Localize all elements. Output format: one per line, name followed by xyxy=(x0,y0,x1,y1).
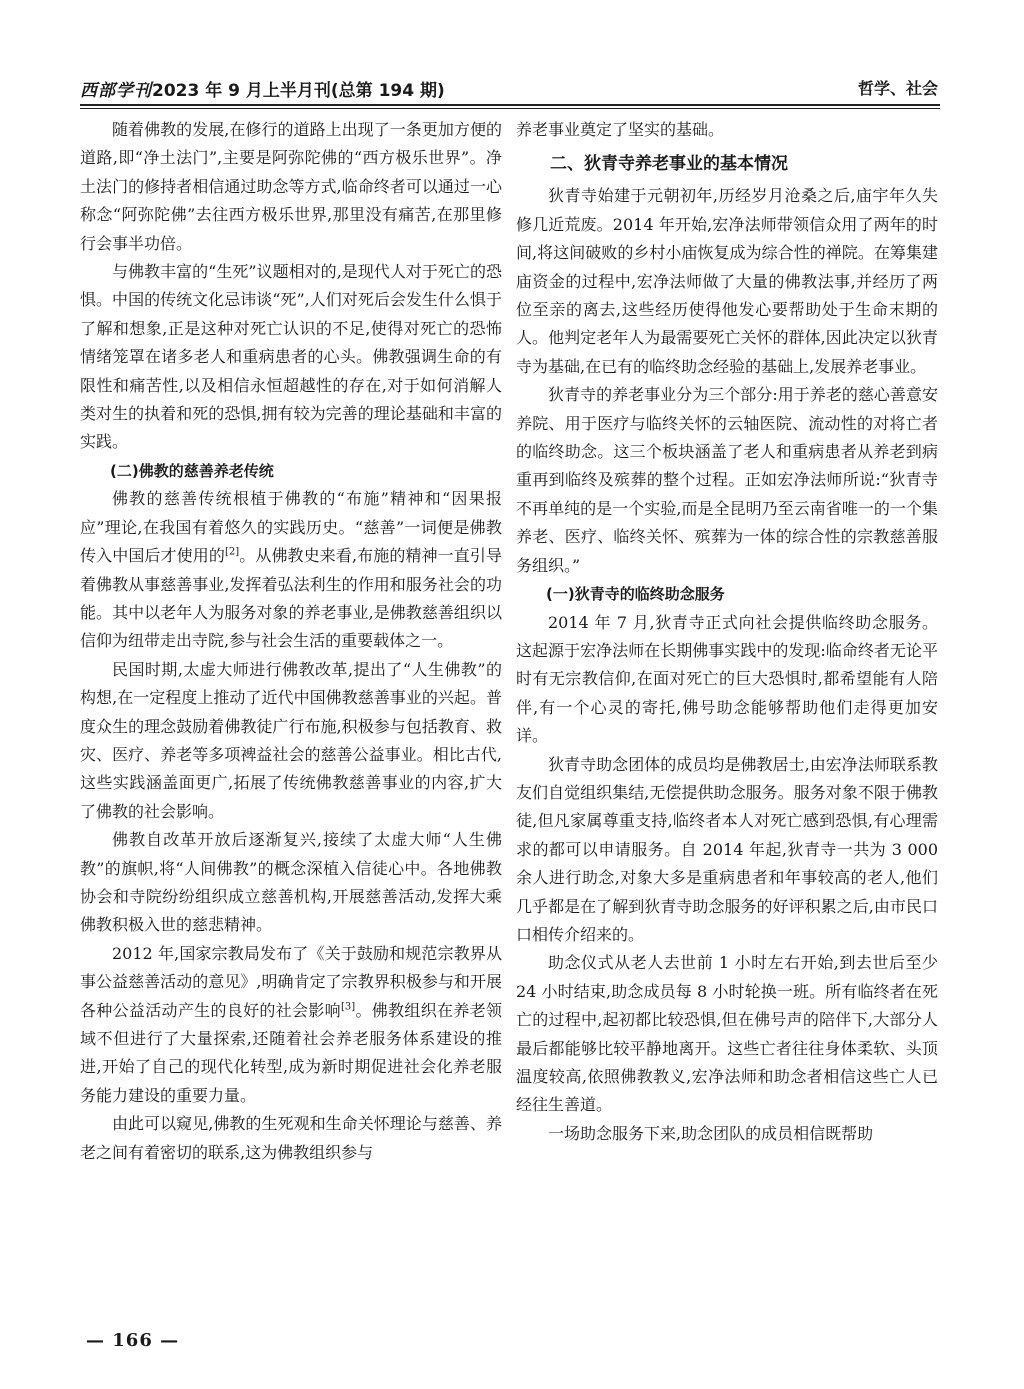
paragraph: 助念仪式从老人去世前 1 小时左右开始,到去世后至少 24 小时结束,助念成员每 8 小时轮换一班。所有临终者在死亡的过程中,起初都比较恐惧,但在佛号声的陪伴下,大部分人最后都能够比较平静地离开。这些亡者往往身体柔软、头顶温度较高,依照佛教教义,宏净法师和助念者相信这些亡人已经往生善道。 xyxy=(516,953,938,1115)
paragraph-continued: 养老事业奠定了坚实的基础。 xyxy=(516,120,725,139)
paragraph-text: 。佛教组织在养老领域不但进行了大量探索,还随着社会养老服务体系建设的推进,开始了自己的现代化转型,成为新时期促进社会化养老服务能力建设的重要力量。 xyxy=(80,1000,502,1105)
header-rule-thin xyxy=(80,108,940,109)
paragraph: 随着佛教的发展,在修行的道路上出现了一条更加方便的道路,即“净土法门”,主要是阿弥陀佛的“西方极乐世界”。净土法门的修持者相信通过助念等方式,临命终者可以通过一心称念“阿弥陀佛”去往西方极乐世界,那里没有痛苦,在那里修行会事半功倍。 xyxy=(80,120,502,253)
right-column xyxy=(516,116,938,1148)
citation-ref: [2] xyxy=(224,546,240,558)
paragraph: 民国时期,太虚大师进行佛教改革,提出了“人生佛教”的构想,在一定程度上推动了近代中国佛教慈善事业的兴起。普度众生的理念鼓励着佛教徒广行布施,积极参与包括教育、救灾、医疗、养老等多项裨益社会的慈善公益事业。相比古代,这些实践涵盖面更广,拓展了传统佛教慈善事业的内容,扩大了佛教的社会影响。 xyxy=(80,659,502,821)
subsection-heading: (二)佛教的慈善养老传统 xyxy=(110,461,274,480)
paragraph: 与佛教丰富的“生死”议题相对的,是现代人对于死亡的恐惧。中国的传统文化忌讳谈“死”,人们对死后会发生什么惧于了解和想象,正是这种对死亡认识的不足,使得对死亡的恐怖情绪笼罩在诸多老人和重病患者的心头。佛教强调生命的有限性和痛苦性,以及相信永恒超越性的存在,对于如何消解人类对生的执着和死的恐惧,拥有较为完善的理论基础和丰富的实践。 xyxy=(80,262,502,452)
paragraph: 狄青寺助念团体的成员均是佛教居士,由宏净法师联系教友们自觉组织集结,无偿提供助念服务。服务对象不限于佛教徒,但凡家属尊重支持,临终者本人对死亡感到恐惧,有心理需求的都可以申请服务。自 2014 年起,狄青寺一共为 3 000 余人进行助念,对象大多是重病患者和年事较高的老人,他们几乎都是在了解到狄青寺助念服务的好评积累之后,由市民口口相传介绍来的。 xyxy=(516,754,938,944)
paragraph: 佛教自改革开放后逐渐复兴,接续了太虚大师“人生佛教”的旗帜,将“人间佛教”的概念深植入信徒心中。各地佛教协会和寺院纷纷组织成立慈善机构,开展慈善活动,发挥大乘佛教积极入世的慈悲精神。 xyxy=(80,830,502,935)
issue-info: 2023 年 9 月上半月刊(总第 194 期) xyxy=(152,81,445,101)
paragraph-text: 2012 年,国家宗教局发布了《关于鼓励和规范宗教界从事公益慈善活动的意见》,明确肯定了宗教界积极参与和开展各种公益活动产生的良好的社会影响 xyxy=(80,943,502,1020)
header-rule-thick xyxy=(80,104,940,106)
section-label: 哲学、社会 xyxy=(857,79,938,98)
page-number: — 166 — xyxy=(86,1330,180,1351)
paragraph: 狄青寺始建于元朝初年,历经岁月沧桑之后,庙宇年久失修几近荒废。2014 年开始,宏净法师带领信众用了两年的时间,将这间破败的乡村小庙恢复成为综合性的禅院。在筹集建庙资金的过程中,宏净法师做了大量的佛教法事,并经历了两位至亲的离去,这些经历使得他发心要帮助处于生命末期的人。他判定老年人为最需要死亡关怀的群体,因此决定以狄青寺为基础,在已有的临终助念经验的基础上,发展养老事业。 xyxy=(516,186,938,376)
paragraph: 2014 年 7 月,狄青寺正式向社会提供临终助念服务。这起源于宏净法师在长期佛事实践中的发现:临命终者无论平时有无宗教信仰,在面对死亡的巨大恐惧时,都希望能有人陪伴,有一个心灵的寄托,佛号助念能够帮助他们走得更加安详。 xyxy=(516,612,938,746)
section-heading: 二、狄青寺养老事业的基本情况 xyxy=(550,154,788,175)
left-column xyxy=(80,116,502,1167)
subsection-heading: (一)狄青寺的临终助念服务 xyxy=(546,585,725,604)
paragraph-text: 。从佛教史来看,布施的精神一直引导着佛教从事慈善事业,发挥着弘法利生的作用和服务社会的功能。其中以老年人为服务对象的养老事业,是佛教慈善组织以信仰为纽带走出寺院,参与社会生活的重要载体之一。 xyxy=(80,546,502,651)
running-header xyxy=(80,70,940,104)
paragraph: 狄青寺的养老事业分为三个部分:用于养老的慈心善意安养院、用于医疗与临终关怀的云轴医院、流动性的对将亡者的临终助念。这三个板块涵盖了老人和重病患者从养老到病重再到临终及殡葬的整个过程。正如宏净法师所说:“狄青寺不再单纯的是一个实验,而是全昆明乃至云南省唯一的一个集养老、医疗、临终关怀、殡葬为一体的综合性的宗教慈善服务组织。” xyxy=(516,385,938,575)
citation-ref: [3] xyxy=(341,1001,356,1013)
journal-logo: 西部学刊 xyxy=(80,81,152,101)
paragraph xyxy=(80,485,502,655)
paragraph-text: 佛教的慈善传统根植于佛教的“布施”精神和“因果报应”理论,在我国有着悠久的实践历史。“慈善”一词便是佛教传入中国后才使用的 xyxy=(80,489,502,566)
paragraph: 由此可以窥见,佛教的生死观和生命关怀理论与慈善、养老之间有着密切的联系,这为佛教组织参与 xyxy=(80,1114,502,1162)
paragraph xyxy=(80,940,502,1110)
paragraph: 一场助念服务下来,助念团队的成员相信既帮助 xyxy=(548,1123,874,1143)
journal-title xyxy=(80,76,445,101)
